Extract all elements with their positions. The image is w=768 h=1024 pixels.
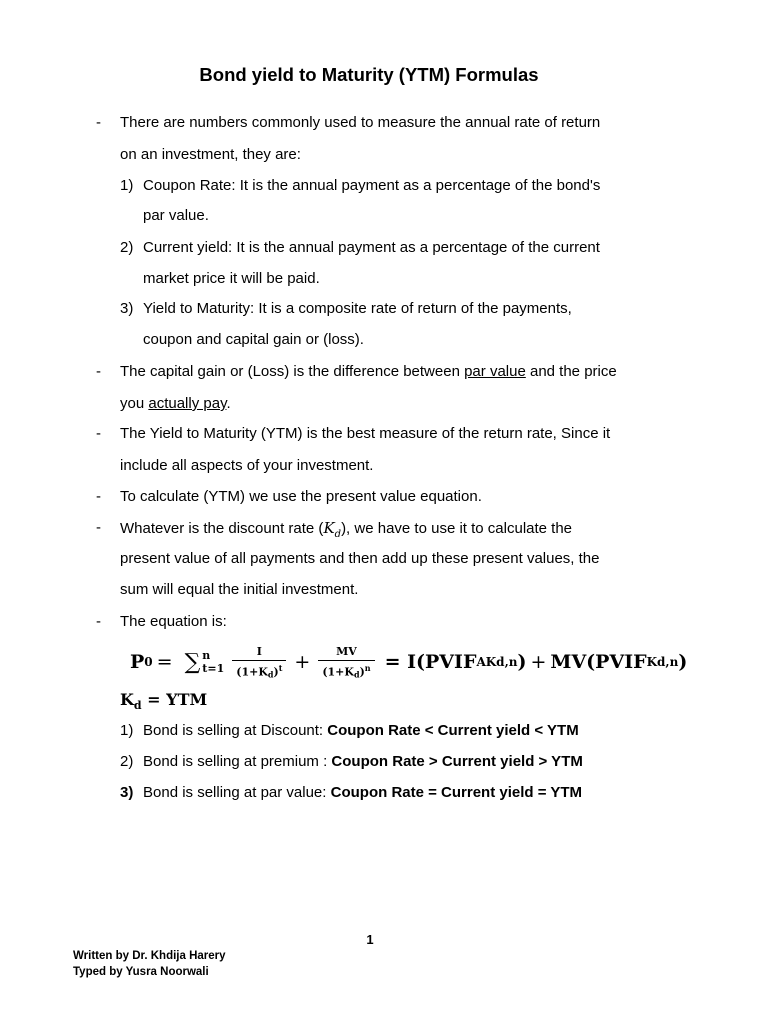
bullet-marker: - (96, 488, 101, 505)
condition-number: 2) (120, 753, 134, 770)
kd-equals-ytm: $K_d$ = YTM (120, 690, 208, 713)
discount-line-3: sum will equal the initial investment. (120, 581, 359, 598)
capital-line-1: The capital gain or (Loss) is the difference between par value and the price (120, 363, 617, 380)
bullet-marker: - (96, 519, 101, 536)
ytm-best-line-1: The Yield to Maturity (YTM) is the best measure of the return rate, Since it (120, 425, 611, 442)
condition-discount: Bond is selling at Discount: Coupon Rate < Current yield < YTM (143, 722, 579, 739)
item-number: 3) (120, 300, 134, 317)
bullet-marker: - (96, 363, 101, 380)
bullet-marker: - (96, 613, 101, 630)
footer-author: Written by Dr. Khdija Harery (73, 950, 226, 962)
item-current-yield-line-2: market price it will be paid. (143, 270, 320, 287)
footer-typist: Typed by Yusra Noorwali (73, 966, 209, 978)
fraction-coupon: $\frac{I}{(1+K_d)^t}$ (232, 645, 286, 680)
intro-line-2: on an investment, they are: (120, 146, 301, 163)
item-number: 2) (120, 239, 134, 256)
item-number: 1) (120, 177, 134, 194)
bullet-marker: - (96, 425, 101, 442)
discount-line-1: Whatever is the discount rate $(K_d)$, we have to use it to calculate the (120, 519, 573, 540)
discount-line-2: present value of all payments and then add up these present values, the (120, 550, 600, 567)
capital-line-2: you actually pay. (120, 395, 231, 412)
bullet-marker: - (96, 114, 101, 131)
condition-par-value: Bond is selling at par value: Coupon Rate = Current yield = YTM (143, 784, 583, 801)
condition-number: 3) (120, 784, 134, 801)
ytm-best-line-2: include all aspects of your investment. (120, 457, 374, 474)
kd-symbol: $K_d$ (323, 519, 342, 540)
ytm-equation: P 0 = ∑ n t=1 $\frac{I}{(1+K_d)^t}$ + $\frac{MV}{(1+K_d)^n}$ = I(PVIF A Kd,n ) + MV(PVIF Kd,n ) (130, 644, 688, 680)
condition-premium: Bond is selling at premium : Coupon Rate > Current yield > YTM (143, 753, 583, 770)
item-ytm-line-2: coupon and capital gain or (loss). (143, 331, 364, 348)
equation-intro: The equation is: (120, 613, 227, 630)
item-coupon-line-2: par value. (143, 207, 209, 224)
par-value-underlined: par value (464, 363, 526, 380)
sigma-symbol: ∑ (184, 649, 201, 675)
actually-pay-underlined: actually pay (148, 395, 227, 412)
item-ytm-line-1: Yield to Maturity: It is a composite rate of return of the payments, (143, 300, 572, 317)
page-title: Bond yield to Maturity (YTM) Formulas (199, 64, 539, 85)
fraction-maturity-value: $\frac{MV}{(1+K_d)^n}$ (318, 645, 374, 680)
intro-line-1: There are numbers commonly used to measure the annual rate of return (120, 114, 601, 131)
calc-line: To calculate (YTM) we use the present value equation. (120, 488, 482, 505)
condition-number: 1) (120, 722, 134, 739)
page-number: 1 (366, 932, 374, 947)
item-coupon-line-1: Coupon Rate: It is the annual payment as a percentage of the bond's (143, 177, 601, 194)
item-current-yield-line-1: Current yield: It is the annual payment as a percentage of the current (143, 239, 600, 256)
